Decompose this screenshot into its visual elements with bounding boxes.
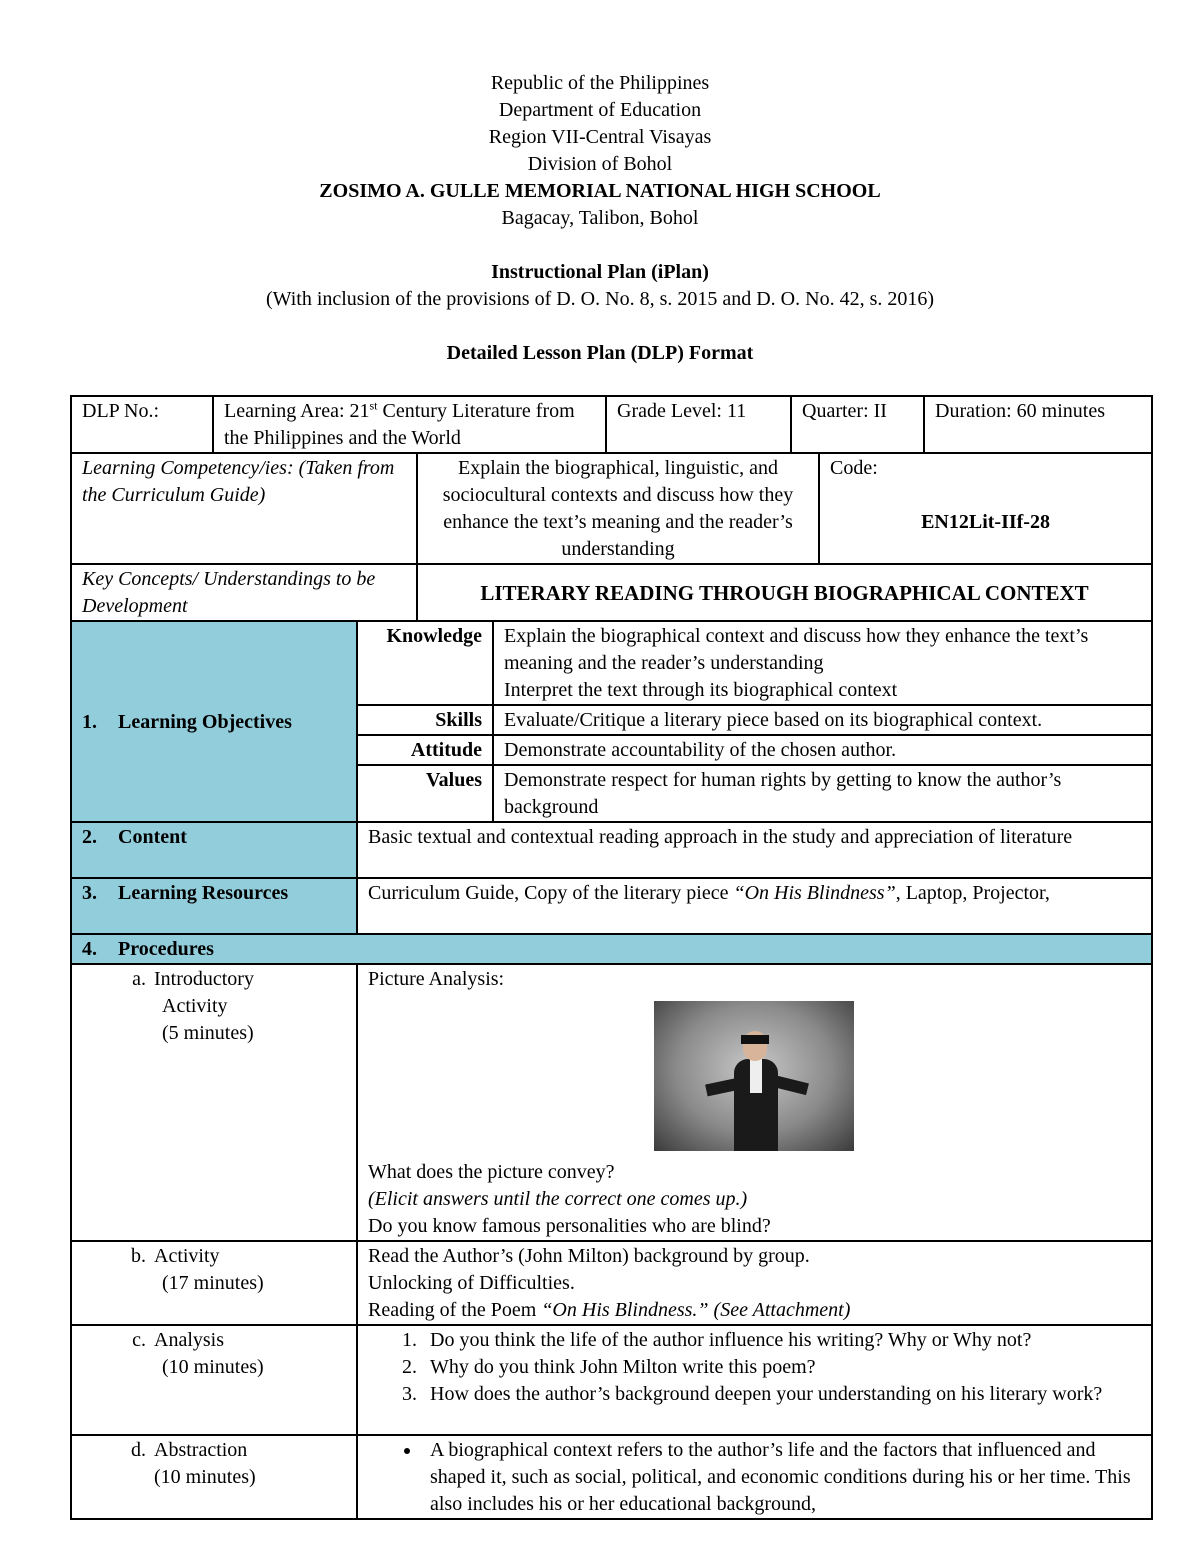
resources-label: 3. Learning Resources <box>71 878 357 934</box>
objective-knowledge-row <box>71 621 1152 705</box>
dlp-no-cell: DLP No.: <box>71 396 213 453</box>
code-value: EN12Lit-IIf-28 <box>921 511 1050 533</box>
grade-level-cell: Grade Level: 11 <box>606 396 791 453</box>
info-row <box>71 396 1152 453</box>
plan-title: Instructional Plan (iPlan) <box>491 261 709 283</box>
competency-label: Learning Competency/ies: (Taken from the Curriculum Guide) <box>71 453 417 564</box>
analysis-label: c. Analysis (10 minutes) <box>71 1325 357 1435</box>
quarter-cell: Quarter: II <box>791 396 924 453</box>
abstraction-content <box>357 1435 1152 1519</box>
objectives-label: 1. Learning Objectives <box>71 621 357 822</box>
format-title: Detailed Lesson Plan (DLP) Format <box>446 342 754 364</box>
procedures-label: 4. Procedures <box>71 934 1152 964</box>
blindfolded-man-image <box>654 1001 854 1151</box>
knowledge-text: Explain the biographical context and discuss how they enhance the text’s meaning and the reader’s understanding Interpret the text through its biographical context <box>493 621 1152 705</box>
concepts-row <box>71 564 1152 621</box>
values-text: Demonstrate respect for human rights by getting to know the author’s background <box>493 765 1152 822</box>
content-label: 2. Content <box>71 822 357 878</box>
list-item: 2. Why do you think John Milton write this poem? <box>422 1354 1141 1381</box>
competency-text: Explain the biographical, linguistic, and sociocultural contexts and discuss how they enhance the text’s meaning and the reader’s understanding <box>417 453 819 564</box>
list-item: 3. How does the author’s background deepen your understanding on his literary work? <box>422 1381 1141 1408</box>
plan-note: (With inclusion of the provisions of D. O. No. 8, s. 2015 and D. O. No. 42, s. 2016) <box>265 288 935 310</box>
activity-row <box>71 1241 1152 1325</box>
activity-content: Read the Author’s (John Milton) background by group. Unlocking of Difficulties. Reading of the Poem “On His Blindness.” (See Attachment) <box>357 1241 1152 1325</box>
values-label: Values <box>357 765 493 822</box>
intro-activity-label: a. Introductory Activity (5 minutes) <box>71 964 357 1241</box>
analysis-content <box>357 1325 1152 1435</box>
abstraction-label: d. Abstraction (10 minutes) <box>71 1435 357 1519</box>
skills-label: Skills <box>357 705 493 735</box>
abstraction-bullets <box>368 1437 1141 1518</box>
abstraction-row <box>71 1435 1152 1519</box>
intro-activity-row <box>71 964 1152 1241</box>
competency-row <box>71 453 1152 564</box>
analysis-questions <box>368 1327 1141 1408</box>
lesson-plan-table <box>70 395 1153 1520</box>
skills-text: Evaluate/Critique a literary piece based on its biographical context. <box>493 705 1152 735</box>
content-text: Basic textual and contextual reading approach in the study and appreciation of literature <box>357 822 1152 878</box>
header-school: ZOSIMO A. GULLE MEMORIAL NATIONAL HIGH SCHOOL <box>319 180 881 202</box>
resources-text: Curriculum Guide, Copy of the literary piece “On His Blindness”, Laptop, Projector, <box>357 878 1152 934</box>
code-cell <box>819 453 1152 564</box>
activity-label: b. Activity (17 minutes) <box>71 1241 357 1325</box>
picture-analysis-title: Picture Analysis: <box>368 968 505 990</box>
learning-area-cell: Learning Area: 21st Century Literature from the Philippines and the World <box>213 396 606 453</box>
duration-cell: Duration: 60 minutes <box>924 396 1152 453</box>
analysis-row <box>71 1325 1152 1435</box>
header-address: Bagacay, Talibon, Bohol <box>501 207 699 229</box>
concepts-text: LITERARY READING THROUGH BIOGRAPHICAL CONTEXT <box>417 564 1152 621</box>
concepts-label: Key Concepts/ Understandings to be Development <box>71 564 417 621</box>
picture-question: What does the picture convey? <box>368 1161 615 1183</box>
code-label: Code: <box>830 457 878 479</box>
resources-row <box>71 878 1152 934</box>
intro-activity-content <box>357 964 1152 1241</box>
blind-personalities-question: Do you know famous personalities who are blind? <box>368 1215 771 1237</box>
header-republic: Republic of the Philippines <box>490 72 710 94</box>
procedures-header-row <box>71 934 1152 964</box>
picture-note: (Elicit answers until the correct one comes up.) <box>368 1188 748 1210</box>
attitude-label: Attitude <box>357 735 493 765</box>
header-division: Division of Bohol <box>527 153 673 175</box>
document-header <box>0 70 1200 367</box>
header-department: Department of Education <box>498 99 702 121</box>
content-row <box>71 822 1152 878</box>
list-item: 1. Do you think the life of the author influence his writing? Why or Why not? <box>422 1327 1141 1354</box>
header-region: Region VII-Central Visayas <box>488 126 712 148</box>
list-item: • A biographical context refers to the author’s life and the factors that influenced and shaped it, such as social, political, and economic conditions during his or her time. This also includes his or her educational background, <box>422 1437 1141 1518</box>
attitude-text: Demonstrate accountability of the chosen author. <box>493 735 1152 765</box>
knowledge-label: Knowledge <box>357 621 493 705</box>
